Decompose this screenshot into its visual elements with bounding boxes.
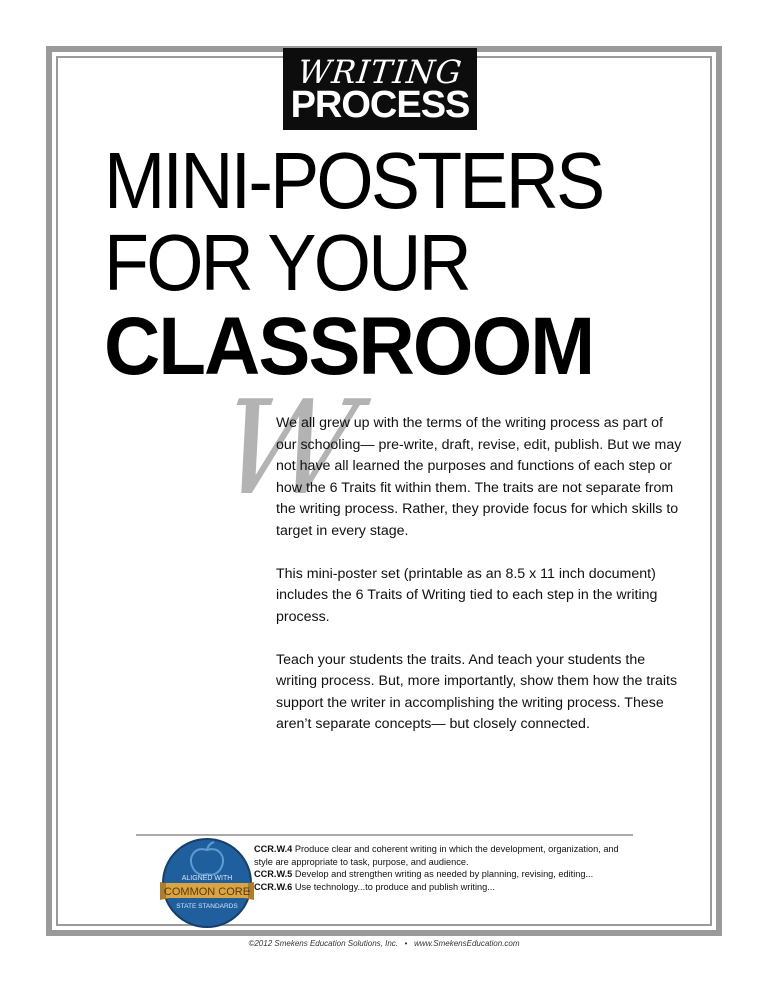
website-link[interactable]: www.SmekensEducation.com <box>414 939 520 948</box>
standard-item <box>254 843 634 868</box>
page-footer <box>0 939 768 948</box>
common-core-badge <box>160 836 254 930</box>
svg-text:STATE STANDARDS: STATE STANDARDS <box>176 903 238 910</box>
decorative-w-letter: W <box>211 372 367 524</box>
logo-writing-text: WRITING <box>295 53 465 91</box>
standard-item <box>254 868 634 881</box>
paragraph: Teach your students the traits. And teach your students the writing process. But, more importantly, show them how the traits support the writer in accomplishing the writing process. These aren’t separate concepts— but closely connected. <box>276 651 678 732</box>
standard-text: Produce clear and coherent writing in which the development, organization, and style are appropriate to task, purpose, and audience. <box>254 844 619 867</box>
standard-code: CCR.W.4 <box>254 844 293 854</box>
standards-list <box>254 843 634 893</box>
standard-text: Use technology...to produce and publish writing... <box>292 881 495 892</box>
standard-code: CCR.W.6 <box>254 881 293 892</box>
title-line-2: FOR YOUR <box>104 218 470 307</box>
logo-process-text: PROCESS <box>290 84 470 126</box>
footer-separator: • <box>404 939 408 948</box>
paragraph: We all grew up with the terms of the writing process as part of our schooling— pre-write, draft, revise, edit, publish. But we may not have all learned the purposes and functions of each step or how the 6 Traits fit within them. The traits are not separate from the writing process. Rather, they provide focus for which skills to target in every stage. <box>276 415 682 539</box>
writing-process-logo <box>283 48 477 130</box>
paragraph: This mini-poster set (printable as an 8.5 x 11 inch document) includes the 6 Traits of Writing tied to each step in the writing process. <box>276 565 658 625</box>
svg-text:COMMON CORE: COMMON CORE <box>163 886 251 898</box>
standard-text: Develop and strengthen writing as needed by planning, revising, editing... <box>292 869 594 880</box>
copyright-text: ©2012 Smekens Education Solutions, Inc. <box>248 939 398 948</box>
title-line-1: MINI-POSTERS <box>104 136 603 225</box>
svg-text:ALIGNED WITH: ALIGNED WITH <box>181 875 233 882</box>
intro-text <box>276 413 686 757</box>
common-core-seal-icon <box>160 836 254 930</box>
title-line-3: CLASSROOM <box>104 301 594 392</box>
standard-item <box>254 881 634 894</box>
standard-code: CCR.W.5 <box>254 869 293 880</box>
page-title <box>104 136 664 392</box>
